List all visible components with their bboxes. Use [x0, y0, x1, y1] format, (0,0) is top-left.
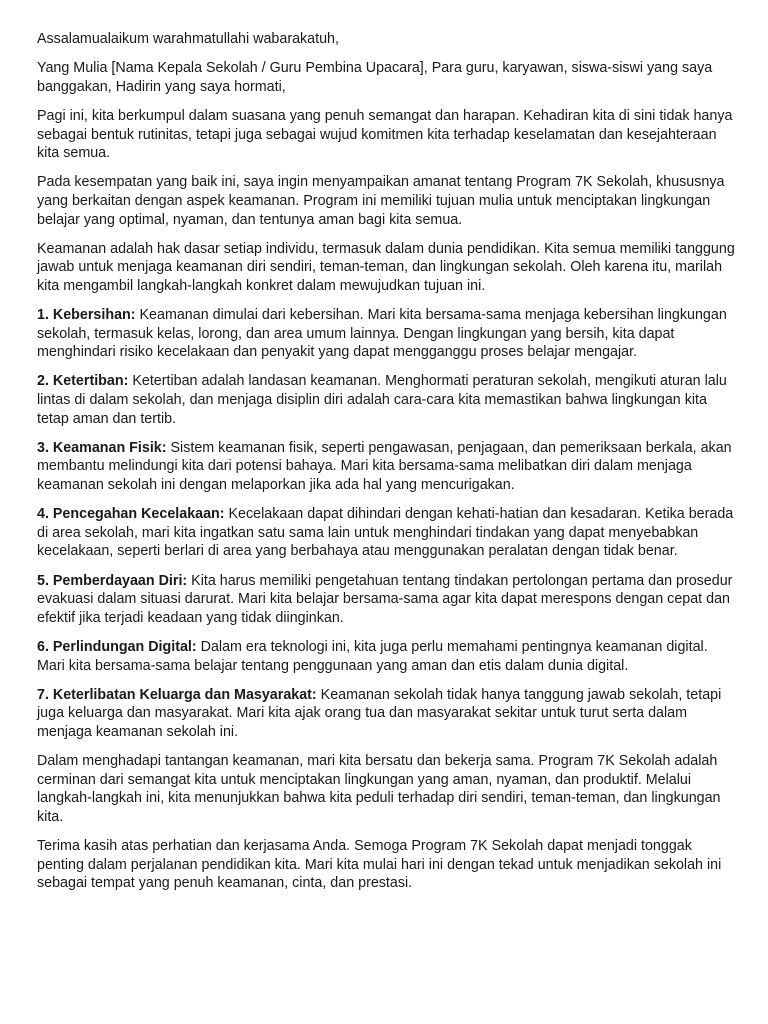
- point-title: 5. Pemberdayaan Diri:: [37, 572, 188, 589]
- intro-paragraph: Keamanan adalah hak dasar setiap individu, termasuk dalam dunia pendidikan. Kita semua memiliki tanggung jawab untuk menjaga keamanan diri sendiri, teman-teman, dan lingkungan sekolah. Oleh karena itu, marilah kita mengambil langkah-langkah konkret dalam mewujudkan tujuan ini.: [37, 240, 735, 294]
- point-text: Kita harus memiliki pengetahuan tentang tindakan pertolongan pertama dan prosedur evakuasi dalam situasi darurat. Mari kita belajar bersama-sama agar kita dapat merespons dengan cepat dan efektif jika terjadi keadaan yang tidak diinginkan.: [37, 572, 733, 626]
- greeting: Assalamualaikum warahmatullahi wabarakatuh,: [37, 31, 339, 47]
- closing-paragraph: Dalam menghadapi tantangan keamanan, mari kita bersatu dan bekerja sama. Program 7K Sekolah adalah cerminan dari semangat kita untuk menciptakan lingkungan yang aman, nyaman, dan produktif. Melalui langkah-langkah ini, kita menunjukkan bahwa kita peduli terhadap diri sendiri, teman-teman, dan lingkungan kita.: [37, 753, 721, 825]
- point-text: Dalam era teknologi ini, kita juga perlu memahami pentingnya keamanan digital. Mari kita bersama-sama belajar tentang penggunaan yang aman dan etis dalam dunia digital.: [37, 638, 708, 674]
- speech-document: [37, 30, 737, 903]
- point-kebersihan: [37, 306, 737, 362]
- point-text: Keamanan dimulai dari kebersihan. Mari kita bersama-sama menjaga kebersihan lingkungan sekolah, termasuk kelas, lorong, dan area umum lainnya. Dengan lingkungan yang bersih, kita dapat menghindari risiko kecelakaan dan penyakit yang dapat mengganggu proses belajar mengajar.: [37, 307, 727, 361]
- point-pemberdayaan-diri: [37, 572, 737, 628]
- point-title: 2. Ketertiban:: [37, 373, 129, 390]
- point-title: 7. Keterlibatan Keluarga dan Masyarakat:: [37, 686, 317, 703]
- intro-paragraph: Pada kesempatan yang baik ini, saya ingin menyampaikan amanat tentang Program 7K Sekolah, khususnya yang berkaitan dengan aspek keamanan. Program ini memiliki tujuan mulia untuk menciptakan lingkungan belajar yang optimal, nyaman, dan tentunya aman bagi kita semua.: [37, 174, 725, 228]
- point-keterlibatan-keluarga: [37, 686, 737, 742]
- point-title: 6. Perlindungan Digital:: [37, 638, 197, 655]
- address-line: Yang Mulia [Nama Kepala Sekolah / Guru Pembina Upacara], Para guru, karyawan, siswa-siswi yang saya banggakan, Hadirin yang saya hormati,: [37, 60, 713, 95]
- point-keamanan-fisik: [37, 439, 737, 495]
- point-text: Sistem keamanan fisik, seperti pengawasan, penjagaan, dan pemeriksaan berkala, akan membantu melindungi kita dari potensi bahaya. Mari kita bersama-sama melibatkan diri dalam menjaga keamanan sekolah ini dengan melaporkan jika ada hal yang mencurigakan.: [37, 439, 732, 494]
- point-perlindungan-digital: [37, 638, 737, 675]
- point-text: Ketertiban adalah landasan keamanan. Menghormati peraturan sekolah, mengikuti aturan lalu lintas di dalam sekolah, dan menjaga disiplin diri adalah cara-cara kita memastikan bahwa lingkungan kita tetap aman dan tertib.: [37, 373, 727, 427]
- intro-paragraph: Pagi ini, kita berkumpul dalam suasana yang penuh semangat dan harapan. Kehadiran kita di sini tidak hanya sebagai bentuk rutinitas, tetapi juga sebagai wujud komitmen kita terhadap keselamatan dan kesejahteraan kita semua.: [37, 107, 733, 162]
- point-pencegahan-kecelakaan: [37, 505, 737, 561]
- point-text: Keamanan sekolah tidak hanya tanggung jawab sekolah, tetapi juga keluarga dan masyarakat. Mari kita ajak orang tua dan masyarakat sekitar untuk turut serta dalam menjaga keamanan sekolah ini.: [37, 686, 722, 740]
- point-title: 1. Kebersihan:: [37, 307, 136, 324]
- point-title: 3. Keamanan Fisik:: [37, 439, 167, 456]
- closing-paragraph: Terima kasih atas perhatian dan kerjasama Anda. Semoga Program 7K Sekolah dapat menjadi tonggak penting dalam perjalanan pendidikan kita. Mari kita mulai hari ini dengan tekad untuk menjadikan sekolah ini sebagai tempat yang penuh keamanan, cinta, dan prestasi.: [37, 838, 722, 892]
- point-title: 4. Pencegahan Kecelakaan:: [37, 506, 225, 523]
- point-ketertiban: [37, 372, 737, 428]
- point-text: Kecelakaan dapat dihindari dengan kehati-hatian dan kesadaran. Ketika berada di area sekolah, mari kita ingatkan satu sama lain untuk menghindari tindakan yang dapat menyebabkan kecelakaan, seperti berlari di area yang berbahaya atau menggunakan peralatan dengan tidak benar.: [37, 506, 734, 560]
